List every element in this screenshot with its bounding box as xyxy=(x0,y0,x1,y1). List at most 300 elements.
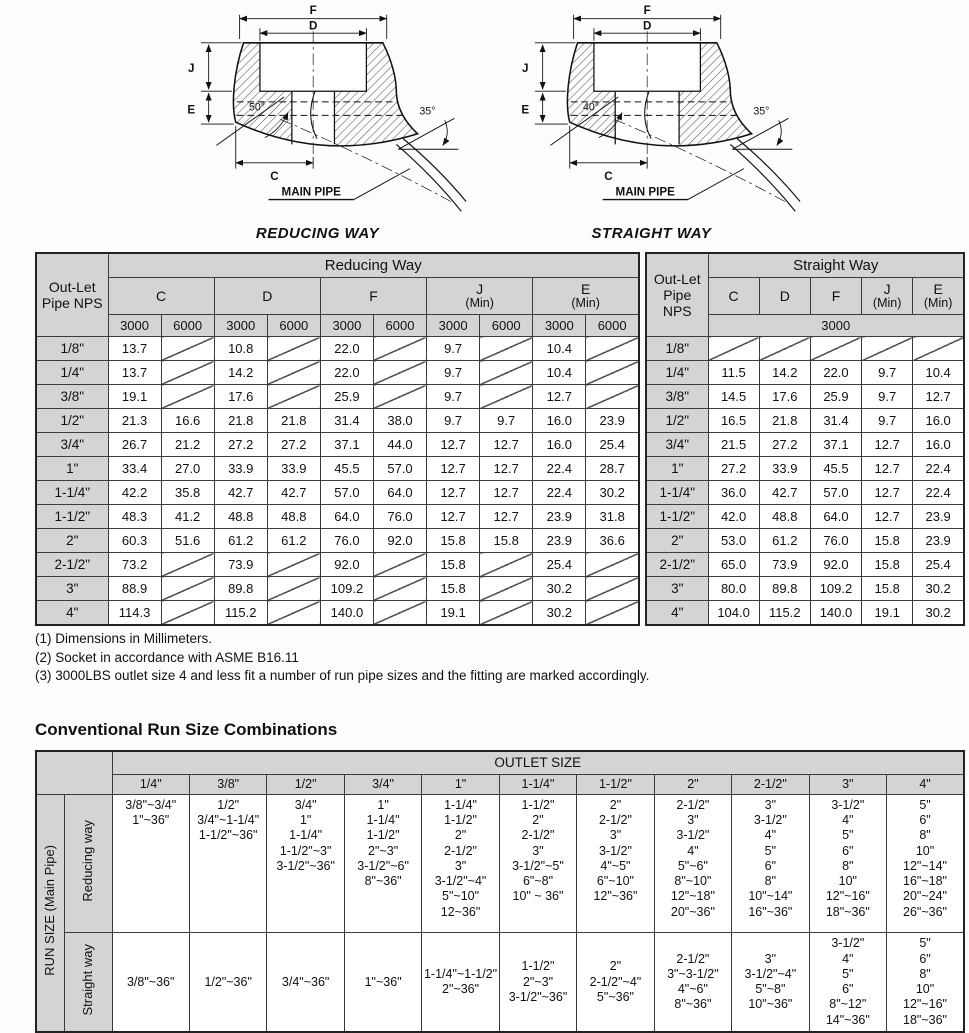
table-row xyxy=(646,385,964,409)
dimension-column-header: F xyxy=(810,278,861,315)
nps-row-header: 3/8" xyxy=(646,385,708,409)
table-row xyxy=(646,505,964,529)
dimension-header-row xyxy=(36,278,639,315)
dimension-value-cell: 37.1 xyxy=(320,433,373,457)
table-row xyxy=(646,409,964,433)
outlet-size-cell: 1/2" xyxy=(267,774,344,794)
dimension-value-cell: 48.8 xyxy=(214,505,267,529)
run-size-range-cell: 2-1/2" 3"~3-1/2" 4"~6" 8"~36" xyxy=(654,932,731,1032)
dimension-value-cell: 22.0 xyxy=(320,337,373,361)
dimension-value-cell: 73.2 xyxy=(108,553,161,577)
dimension-value-cell: 14.5 xyxy=(708,385,759,409)
nps-row-header: 1/8" xyxy=(36,337,108,361)
nps-row-header: 3" xyxy=(36,577,108,601)
dimension-value-cell: 76.0 xyxy=(373,505,426,529)
dimension-value-cell: 33.9 xyxy=(267,457,320,481)
dimension-value-cell: 10.4 xyxy=(533,361,586,385)
dimension-value-cell: 27.2 xyxy=(214,433,267,457)
dimension-value-cell: 27.2 xyxy=(708,457,759,481)
dimension-value-cell: 45.5 xyxy=(810,457,861,481)
no-value-diagonal-cell xyxy=(480,553,533,577)
dimension-value-cell: 12.7 xyxy=(427,481,480,505)
svg-text:MAIN PIPE: MAIN PIPE xyxy=(281,185,341,199)
run-size-range-cell: 3" 3-1/2"~4" 5"~8" 10"~36" xyxy=(732,932,809,1032)
nps-row-header: 1-1/2" xyxy=(646,505,708,529)
pressure-class-header: 6000 xyxy=(161,315,214,337)
run-size-range-cell: 1-1/2" 2"~3" 3-1/2"~36" xyxy=(499,932,576,1032)
dimension-value-cell: 16.0 xyxy=(913,409,964,433)
dimension-value-cell: 89.8 xyxy=(759,577,810,601)
dimension-value-cell: 37.1 xyxy=(810,433,861,457)
dimension-value-cell: 15.8 xyxy=(862,553,913,577)
dimension-value-cell: 17.6 xyxy=(214,385,267,409)
no-value-diagonal-cell xyxy=(161,577,214,601)
dimension-value-cell: 10.4 xyxy=(533,337,586,361)
dimension-value-cell: 80.0 xyxy=(708,577,759,601)
no-value-diagonal-cell xyxy=(267,553,320,577)
svg-text:MAIN PIPE: MAIN PIPE xyxy=(615,185,675,199)
dimension-value-cell: 25.9 xyxy=(320,385,373,409)
dimension-value-cell: 22.4 xyxy=(533,481,586,505)
dimension-value-cell: 15.8 xyxy=(862,529,913,553)
nps-row-header: 4" xyxy=(646,601,708,626)
dimension-value-cell: 21.5 xyxy=(708,433,759,457)
nps-row-header: 2-1/2" xyxy=(36,553,108,577)
dimension-value-cell: 30.2 xyxy=(533,601,586,626)
dimension-value-cell: 31.4 xyxy=(810,409,861,433)
run-size-range-cell: 1-1/4" 1-1/2" 2" 2-1/2" 3" 3-1/2"~4" 5"~10" 12~36" xyxy=(422,794,499,932)
run-size-range-cell: 3/4" 1" 1-1/4" 1-1/2"~3" 3-1/2"~36" xyxy=(267,794,344,932)
run-size-range-cell: 1/2" 3/4"~1-1/4" 1-1/2"~36" xyxy=(189,794,266,932)
dimension-value-cell: 48.8 xyxy=(759,505,810,529)
note-2: (2) Socket in accordance with ASME B16.11 xyxy=(35,649,299,665)
dimension-value-cell: 16.6 xyxy=(161,409,214,433)
dimension-value-cell: 42.2 xyxy=(108,481,161,505)
no-value-diagonal-cell xyxy=(267,601,320,626)
dimension-value-cell: 61.2 xyxy=(214,529,267,553)
dimension-value-cell: 14.2 xyxy=(759,361,810,385)
dimension-value-cell: 12.7 xyxy=(427,457,480,481)
outlet-size-cell: 1/4" xyxy=(112,774,189,794)
straight-way-diagram xyxy=(502,2,802,223)
dimension-value-cell: 44.0 xyxy=(373,433,426,457)
dimension-value-cell: 36.0 xyxy=(708,481,759,505)
dimension-value-cell: 10.8 xyxy=(214,337,267,361)
dimension-value-cell: 57.0 xyxy=(810,481,861,505)
dimension-value-cell: 30.2 xyxy=(913,601,964,626)
technical-diagrams xyxy=(0,0,969,242)
run-size-range-cell: 3-1/2" 4" 5" 6" 8"~12" 14"~36" xyxy=(809,932,886,1032)
combo-header-row xyxy=(36,751,964,775)
nps-row-header: 3/4" xyxy=(646,433,708,457)
no-value-diagonal-cell xyxy=(161,553,214,577)
dimension-value-cell: 14.2 xyxy=(214,361,267,385)
dimension-value-cell: 27.2 xyxy=(267,433,320,457)
dimension-value-cell: 33.4 xyxy=(108,457,161,481)
pressure-class-header: 6000 xyxy=(586,315,639,337)
dimension-value-cell: 25.4 xyxy=(913,553,964,577)
table-header-row xyxy=(36,253,639,278)
run-size-range-cell: 3-1/2" 4" 5" 6" 8" 10" 12"~16" 18"~36" xyxy=(809,794,886,932)
nps-row-header: 2-1/2" xyxy=(646,553,708,577)
run-size-range-cell: 1-1/2" 2" 2-1/2" 3" 3-1/2"~5" 6"~8" 10" ~ 36" xyxy=(499,794,576,932)
dimension-value-cell: 17.6 xyxy=(759,385,810,409)
combo-row-reducing-way xyxy=(36,794,964,932)
no-value-diagonal-cell xyxy=(586,361,639,385)
outlet-size-cell: 3" xyxy=(809,774,886,794)
dimension-value-cell: 12.7 xyxy=(427,505,480,529)
reducing-way-diagram xyxy=(168,2,468,223)
dimension-value-cell: 30.2 xyxy=(913,577,964,601)
run-size-range-cell: 3" 3-1/2" 4" 5" 6" 8" 10"~14" 16"~36" xyxy=(732,794,809,932)
dimension-value-cell: 15.8 xyxy=(427,577,480,601)
no-value-diagonal-cell xyxy=(586,337,639,361)
dimension-value-cell: 61.2 xyxy=(759,529,810,553)
dimension-value-cell: 9.7 xyxy=(427,385,480,409)
no-value-diagonal-cell xyxy=(267,385,320,409)
no-value-diagonal-cell xyxy=(586,577,639,601)
nps-row-header: 1" xyxy=(36,457,108,481)
dimension-value-cell: 104.0 xyxy=(708,601,759,626)
dimension-value-cell: 9.7 xyxy=(427,337,480,361)
no-value-diagonal-cell xyxy=(373,577,426,601)
dimension-value-cell: 12.7 xyxy=(862,457,913,481)
svg-text:35°: 35° xyxy=(418,105,435,118)
dimension-value-cell: 38.0 xyxy=(373,409,426,433)
dimension-value-cell: 12.7 xyxy=(480,481,533,505)
dimension-value-cell: 12.7 xyxy=(913,385,964,409)
dimension-value-cell: 9.7 xyxy=(862,385,913,409)
dimension-value-cell: 31.8 xyxy=(586,505,639,529)
dimension-value-cell: 61.2 xyxy=(267,529,320,553)
no-value-diagonal-cell xyxy=(373,361,426,385)
nps-row-header: 1/8" xyxy=(646,337,708,361)
no-value-diagonal-cell xyxy=(480,337,533,361)
dimension-value-cell: 45.5 xyxy=(320,457,373,481)
dimension-column-header: C xyxy=(708,278,759,315)
outlet-size-header: OUTLET SIZE xyxy=(112,751,964,775)
outlet-size-row xyxy=(36,774,964,794)
table-row xyxy=(646,601,964,626)
dimension-value-cell: 92.0 xyxy=(373,529,426,553)
no-value-diagonal-cell xyxy=(586,385,639,409)
dimension-value-cell: 41.2 xyxy=(161,505,214,529)
pressure-class-header: 3000 xyxy=(533,315,586,337)
reducing-way-figure xyxy=(168,2,468,242)
run-size-range-cell: 1" 1-1/4" 1-1/2" 2"~3" 3-1/2"~6" 8"~36" xyxy=(344,794,421,932)
pressure-class-header: 6000 xyxy=(480,315,533,337)
svg-text:C: C xyxy=(603,170,613,184)
dimension-value-cell: 114.3 xyxy=(108,601,161,626)
dimension-value-cell: 9.7 xyxy=(480,409,533,433)
no-value-diagonal-cell xyxy=(480,577,533,601)
nps-row-header: 2" xyxy=(36,529,108,553)
dimension-value-cell: 23.9 xyxy=(533,529,586,553)
run-size-range-cell: 1-1/4"~1-1/2" 2"~36" xyxy=(422,932,499,1032)
table-row xyxy=(646,577,964,601)
table-row xyxy=(36,505,639,529)
dimension-value-cell: 22.0 xyxy=(810,361,861,385)
no-value-diagonal-cell xyxy=(810,337,861,361)
table-row xyxy=(36,409,639,433)
dimension-value-cell: 88.9 xyxy=(108,577,161,601)
dimension-value-cell: 22.4 xyxy=(533,457,586,481)
dimension-value-cell: 64.0 xyxy=(373,481,426,505)
dimension-value-cell: 25.9 xyxy=(810,385,861,409)
dimension-value-cell: 76.0 xyxy=(320,529,373,553)
table-row xyxy=(646,529,964,553)
dimension-value-cell: 42.7 xyxy=(214,481,267,505)
dimension-value-cell: 15.8 xyxy=(427,553,480,577)
run-size-range-cell: 1/2"~36" xyxy=(189,932,266,1032)
table-row xyxy=(36,385,639,409)
dimension-value-cell: 12.7 xyxy=(862,433,913,457)
dimension-value-cell: 12.7 xyxy=(862,481,913,505)
outlet-size-cell: 4" xyxy=(887,774,964,794)
outlet-size-cell: 1-1/4" xyxy=(499,774,576,794)
pressure-class-header: 3000 xyxy=(108,315,161,337)
pressure-class-header: 3000 xyxy=(708,315,964,337)
nps-row-header: 3/4" xyxy=(36,433,108,457)
no-value-diagonal-cell xyxy=(913,337,964,361)
table-row xyxy=(36,577,639,601)
run-size-combinations-table xyxy=(35,750,965,1033)
run-size-range-cell: 2" 2-1/2"~4" 5"~36" xyxy=(577,932,654,1032)
dimension-value-cell: 12.7 xyxy=(862,505,913,529)
no-value-diagonal-cell xyxy=(480,385,533,409)
dimension-column-header: D xyxy=(759,278,810,315)
svg-text:50°: 50° xyxy=(248,101,265,114)
dimension-value-cell: 12.7 xyxy=(480,433,533,457)
dimension-value-cell: 21.8 xyxy=(267,409,320,433)
dimension-value-cell: 26.7 xyxy=(108,433,161,457)
pressure-class-header: 3000 xyxy=(427,315,480,337)
dimension-value-cell: 51.6 xyxy=(161,529,214,553)
dimension-value-cell: 115.2 xyxy=(214,601,267,626)
table-title: Straight Way xyxy=(708,253,964,278)
dimension-value-cell: 23.9 xyxy=(913,529,964,553)
nps-row-header: 4" xyxy=(36,601,108,626)
svg-text:C: C xyxy=(269,170,279,184)
dimension-value-cell: 30.2 xyxy=(586,481,639,505)
dimension-value-cell: 11.5 xyxy=(708,361,759,385)
table-row xyxy=(646,361,964,385)
corner-header-outlet-pipe-nps: Out-Let Pipe NPS xyxy=(646,253,708,337)
dimension-value-cell: 23.9 xyxy=(913,505,964,529)
table-row xyxy=(646,337,964,361)
outlet-size-cell: 2-1/2" xyxy=(732,774,809,794)
no-value-diagonal-cell xyxy=(586,553,639,577)
empty-corner-cell xyxy=(36,751,112,795)
pressure-class-header: 3000 xyxy=(320,315,373,337)
notes xyxy=(0,630,969,686)
class-header-row xyxy=(36,315,639,337)
pressure-class-header: 6000 xyxy=(373,315,426,337)
nps-row-header: 1" xyxy=(646,457,708,481)
dimension-value-cell: 12.7 xyxy=(427,433,480,457)
dimension-value-cell: 30.2 xyxy=(533,577,586,601)
svg-text:D: D xyxy=(308,19,317,33)
dimension-column-header: D xyxy=(214,278,320,315)
nps-row-header: 1/2" xyxy=(646,409,708,433)
dimension-value-cell: 16.0 xyxy=(533,409,586,433)
dimension-value-cell: 10.4 xyxy=(913,361,964,385)
dimension-value-cell: 36.6 xyxy=(586,529,639,553)
dimension-value-cell: 21.3 xyxy=(108,409,161,433)
no-value-diagonal-cell xyxy=(586,601,639,626)
dimension-value-cell: 15.8 xyxy=(427,529,480,553)
svg-text:J: J xyxy=(187,61,194,75)
svg-text:E: E xyxy=(186,103,195,117)
straight-way-figure xyxy=(502,2,802,242)
note-1: (1) Dimensions in Millimeters. xyxy=(35,631,213,646)
corner-header-outlet-pipe-nps: Out-Let Pipe NPS xyxy=(36,253,108,337)
dimension-value-cell: 13.7 xyxy=(108,337,161,361)
table-row xyxy=(36,481,639,505)
dimension-value-cell: 28.7 xyxy=(586,457,639,481)
dimension-column-header: E (Min) xyxy=(533,278,639,315)
dimension-value-cell: 42.0 xyxy=(708,505,759,529)
dimension-value-cell: 73.9 xyxy=(759,553,810,577)
table-row xyxy=(36,457,639,481)
no-value-diagonal-cell xyxy=(373,385,426,409)
dimension-value-cell: 73.9 xyxy=(214,553,267,577)
combinations-title: Conventional Run Size Combinations xyxy=(35,719,338,739)
way-label: Reducing way xyxy=(64,794,112,932)
dimension-value-cell: 115.2 xyxy=(759,601,810,626)
dimension-value-cell: 33.9 xyxy=(759,457,810,481)
way-label: Straight way xyxy=(64,932,112,1032)
nps-row-header: 1/4" xyxy=(36,361,108,385)
dimension-value-cell: 15.8 xyxy=(480,529,533,553)
pressure-class-header: 6000 xyxy=(267,315,320,337)
nps-row-header: 2" xyxy=(646,529,708,553)
svg-text:35°: 35° xyxy=(752,105,769,118)
dimension-column-header: J (Min) xyxy=(427,278,533,315)
reducing-way-table xyxy=(35,252,640,626)
dimension-value-cell: 22.4 xyxy=(913,457,964,481)
no-value-diagonal-cell xyxy=(480,601,533,626)
dimension-value-cell: 21.2 xyxy=(161,433,214,457)
dimension-value-cell: 16.0 xyxy=(533,433,586,457)
svg-text:D: D xyxy=(642,19,651,33)
outlet-size-cell: 3/8" xyxy=(189,774,266,794)
note-3: (3) 3000LBS outlet size 4 and less fit a number of run pipe sizes and the fitting are marked accordingly. xyxy=(35,668,650,684)
dimension-value-cell: 12.7 xyxy=(480,457,533,481)
dimension-value-cell: 89.8 xyxy=(214,577,267,601)
no-value-diagonal-cell xyxy=(267,361,320,385)
no-value-diagonal-cell xyxy=(161,385,214,409)
dimension-value-cell: 22.4 xyxy=(913,481,964,505)
no-value-diagonal-cell xyxy=(267,337,320,361)
dimension-value-cell: 64.0 xyxy=(320,505,373,529)
dimension-value-cell: 23.9 xyxy=(533,505,586,529)
svg-text:F: F xyxy=(643,3,651,17)
dimension-value-cell: 65.0 xyxy=(708,553,759,577)
dimension-value-cell: 57.0 xyxy=(373,457,426,481)
dimension-value-cell: 48.8 xyxy=(267,505,320,529)
dimension-column-header: C xyxy=(108,278,214,315)
dimension-value-cell: 9.7 xyxy=(427,361,480,385)
dimension-value-cell: 35.8 xyxy=(161,481,214,505)
dimension-column-header: E (Min) xyxy=(913,278,964,315)
straight-way-caption: STRAIGHT WAY xyxy=(591,225,712,242)
outlet-size-cell: 1" xyxy=(422,774,499,794)
outlet-size-cell: 2" xyxy=(654,774,731,794)
run-size-range-cell: 5" 6" 8" 10" 12"~16" 18"~36" xyxy=(887,932,964,1032)
dimension-value-cell: 60.3 xyxy=(108,529,161,553)
dimension-value-cell: 64.0 xyxy=(810,505,861,529)
dimension-value-cell: 13.7 xyxy=(108,361,161,385)
dimension-value-cell: 21.8 xyxy=(214,409,267,433)
table-row xyxy=(36,529,639,553)
straight-way-table xyxy=(645,252,965,626)
combo-row-straight-way xyxy=(36,932,964,1032)
reducing-way-caption: REDUCING WAY xyxy=(255,225,380,242)
dimension-value-cell: 42.7 xyxy=(759,481,810,505)
dimension-value-cell: 109.2 xyxy=(810,577,861,601)
svg-text:J: J xyxy=(521,61,528,75)
run-size-range-cell: 3/8"~3/4" 1"~36" xyxy=(112,794,189,932)
dimension-value-cell: 9.7 xyxy=(862,361,913,385)
nps-row-header: 1-1/2" xyxy=(36,505,108,529)
svg-text:E: E xyxy=(520,103,529,117)
table-header-row xyxy=(646,253,964,278)
no-value-diagonal-cell xyxy=(161,361,214,385)
no-value-diagonal-cell xyxy=(373,553,426,577)
table-row xyxy=(36,337,639,361)
dimension-value-cell: 19.1 xyxy=(427,601,480,626)
nps-row-header: 1/4" xyxy=(646,361,708,385)
dimension-value-cell: 53.0 xyxy=(708,529,759,553)
run-size-range-cell: 5" 6" 8" 10" 12"~14" 16"~18" 20"~24" 26"~36" xyxy=(887,794,964,932)
table-row xyxy=(36,433,639,457)
dimension-value-cell: 27.0 xyxy=(161,457,214,481)
dimension-value-cell: 16.0 xyxy=(913,433,964,457)
table-row xyxy=(36,601,639,626)
dimension-value-cell: 92.0 xyxy=(810,553,861,577)
dimension-value-cell: 27.2 xyxy=(759,433,810,457)
dimension-value-cell: 140.0 xyxy=(320,601,373,626)
no-value-diagonal-cell xyxy=(373,601,426,626)
no-value-diagonal-cell xyxy=(708,337,759,361)
dimension-value-cell: 33.9 xyxy=(214,457,267,481)
no-value-diagonal-cell xyxy=(862,337,913,361)
dimension-value-cell: 48.3 xyxy=(108,505,161,529)
table-row xyxy=(646,553,964,577)
dimension-value-cell: 25.4 xyxy=(586,433,639,457)
table-row xyxy=(646,481,964,505)
dimension-value-cell: 9.7 xyxy=(862,409,913,433)
outlet-size-cell: 3/4" xyxy=(344,774,421,794)
dimension-value-cell: 109.2 xyxy=(320,577,373,601)
dimension-value-cell: 15.8 xyxy=(862,577,913,601)
table-row xyxy=(646,433,964,457)
dimension-value-cell: 23.9 xyxy=(586,409,639,433)
dimension-value-cell: 25.4 xyxy=(533,553,586,577)
pressure-class-header: 3000 xyxy=(214,315,267,337)
dimension-value-cell: 12.7 xyxy=(533,385,586,409)
outlet-size-cell: 1-1/2" xyxy=(577,774,654,794)
dimension-value-cell: 140.0 xyxy=(810,601,861,626)
no-value-diagonal-cell xyxy=(161,601,214,626)
no-value-diagonal-cell xyxy=(161,337,214,361)
table-row xyxy=(646,457,964,481)
no-value-diagonal-cell xyxy=(373,337,426,361)
dimension-value-cell: 22.0 xyxy=(320,361,373,385)
dimension-column-header: F xyxy=(320,278,426,315)
no-value-diagonal-cell xyxy=(759,337,810,361)
